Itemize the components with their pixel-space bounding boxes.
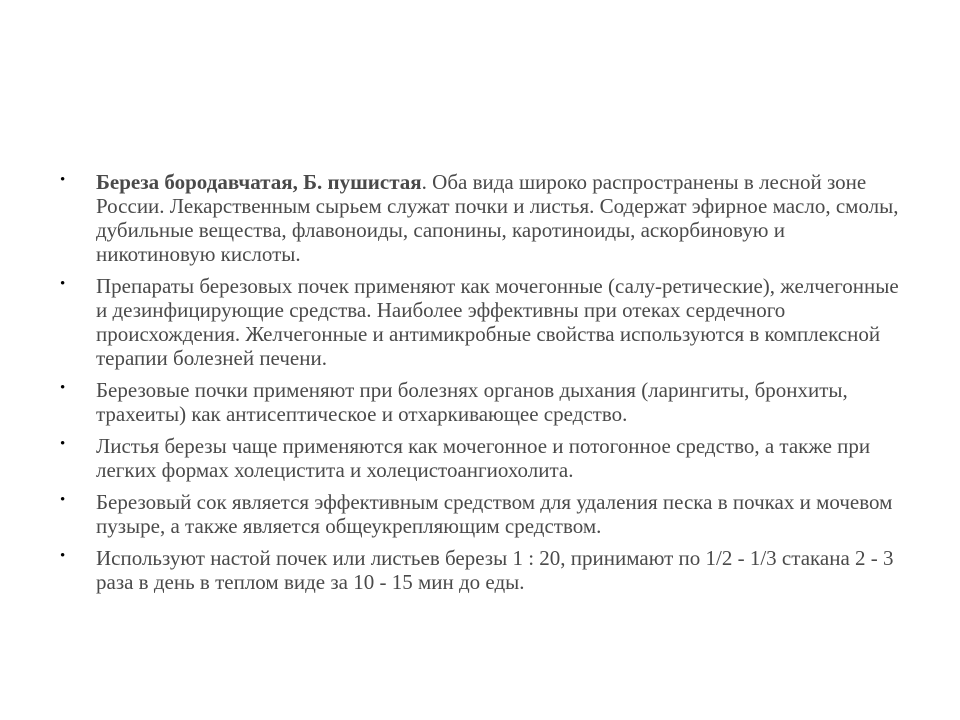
bullet-list xyxy=(58,170,908,602)
bullet-dot-icon: • xyxy=(60,436,66,452)
bullet-dot-icon: • xyxy=(60,276,66,292)
bullet-bold-heading: Береза бородавчатая, Б. пушистая xyxy=(96,170,422,194)
bullet-item xyxy=(58,378,908,426)
bullet-dot-icon: • xyxy=(60,172,66,188)
bullet-dot-icon: • xyxy=(60,548,66,564)
bullet-item xyxy=(58,546,908,594)
bullet-item xyxy=(58,434,908,482)
bullet-text: Березовые почки применяют при болезнях органов дыхания (ларингиты, бронхиты, трахеиты) как антисептическое и отхаркивающее средство. xyxy=(96,378,848,426)
bullet-dot-icon: • xyxy=(60,380,66,396)
bullet-item xyxy=(58,490,908,538)
bullet-text: Березовый сок является эффективным средством для удаления песка в почках и мочевом пузыре, а также является общеукрепляющим средством. xyxy=(96,490,893,538)
bullet-text: Используют настой почек или листьев березы 1 : 20, принимают по 1/2 - 1/3 стакана 2 - 3 раза в день в теплом виде за 10 - 15 мин до еды. xyxy=(96,546,894,594)
bullet-text: Препараты березовых почек применяют как мочегонные (салу-ретические), желчегонные и дезинфицирующие средства. Наиболее эффективны при отеках сердечного происхождения. Желчегонные и антимикробные свойства используются в комплексной терапии болезней печени. xyxy=(96,274,899,370)
bullet-body: . Оба вида широко распространены в лесной зоне России. Лекарственным сырьем служат почки и листья. Содержат эфирное масло, смолы, дубильные вещества, флавоноиды, сапонины, каротиноиды, аскорбиновую и никотиновую кислоты. xyxy=(96,170,899,266)
bullet-item xyxy=(58,170,908,266)
bullet-item xyxy=(58,274,908,370)
bullet-dot-icon: • xyxy=(60,492,66,508)
bullet-text: Листья березы чаще применяются как мочегонное и потогонное средство, а также при легких формах холецистита и холецистоангиохолита. xyxy=(96,434,871,482)
bullet-text xyxy=(96,170,908,266)
